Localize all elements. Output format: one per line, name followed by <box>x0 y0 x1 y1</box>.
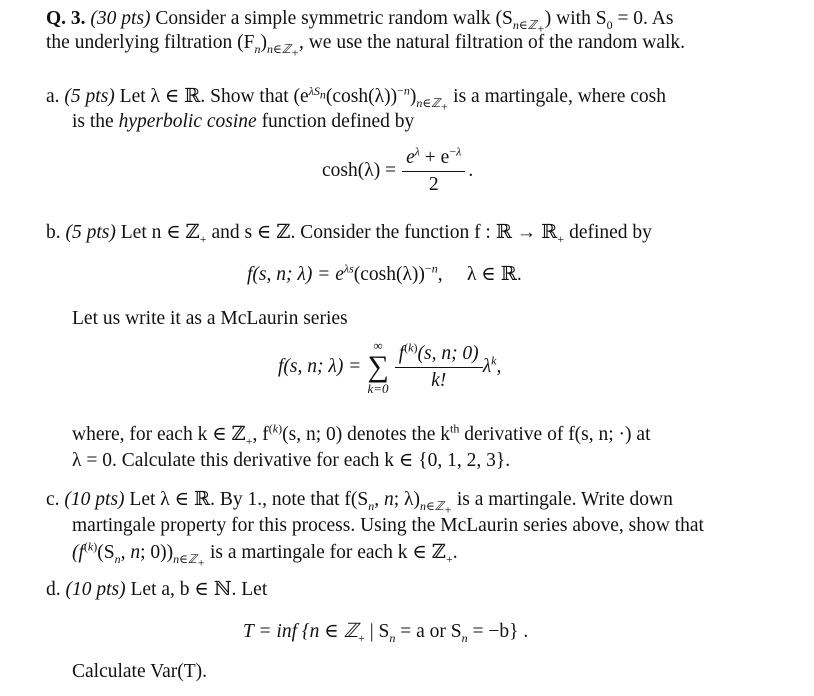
stopping-time-def-mid2: = a or S <box>395 621 462 642</box>
part-b-text3: where, for each k ∈ ℤ <box>72 424 246 445</box>
question-points: (30 pts) <box>90 8 151 29</box>
part-c-line1: c. (10 pts) Let λ ∈ ℝ. By 1., note that $f(S_n$, n; $\lambda)_{n\in ℤ_+}$ is a martingale. Write down <box>46 489 673 517</box>
cosh-fraction: $\frac{e^\lambda + e^{-\lambda}}{2}$ <box>402 148 465 194</box>
part-c-text3: (f <box>72 542 84 563</box>
part-d-text1: Let a, b ∈ ℕ. Let <box>130 579 268 600</box>
part-a-text2c: function defined by <box>256 111 415 132</box>
part-b-text1-mid: and s ∈ ℤ. Consider the function f : ℝ → ℝ <box>206 222 558 243</box>
cosh-denominator: 2 <box>402 171 465 195</box>
part-d-points: (10 pts) <box>65 579 126 600</box>
part-b-equation1: f(s, n; $\lambda) = e^{\lambda s}(\cosh(\lambda))^{-n}$, λ ∈ ℝ. <box>247 261 522 285</box>
part-a-text2a: is the <box>72 111 119 132</box>
part-a-label: a. <box>46 86 60 107</box>
part-d-line1 <box>46 580 267 600</box>
question-text-line1: Consider a simple symmetric random walk (S <box>155 8 513 29</box>
part-c-text3-end: is a martingale for each k ∈ ℤ <box>205 542 446 563</box>
series-numerator-f: f <box>398 343 405 364</box>
part-c-text3-mid: (S <box>97 542 115 563</box>
cosh-numerator-e: e <box>406 147 415 168</box>
part-c-line3: ($f^{(k)}(S_n$, n; $0))_{n\in ℤ_+}$ is a martingale for each k ∈ ℤ$_+$. <box>72 539 458 570</box>
question-header-line2: the underlying filtration $(F_n)_{n\in ℤ_+}$, we use the natural filtration of the random walk. <box>46 32 686 60</box>
part-b-text1-end: defined by <box>564 222 652 243</box>
part-c-text1: Let λ ∈ ℝ. By 1., note that f(S <box>129 489 369 510</box>
series-lhs: f(s, n; λ) = <box>278 356 362 378</box>
part-c-text3-tail: . <box>452 542 458 563</box>
part-d-text2: Calculate Var(T). <box>72 661 207 682</box>
part-b-text2: Let us write it as a McLaurin series <box>72 308 348 329</box>
part-b-text1: Let n ∈ ℤ <box>120 222 200 243</box>
part-b-label: b. <box>46 222 61 243</box>
part-d-line2 <box>72 662 207 682</box>
part-b-text3-mid: , f <box>252 424 269 445</box>
question-text-line2: the underlying filtration (F <box>46 32 255 53</box>
stopping-time-def-end: = −b} . <box>467 621 529 642</box>
f-definition-end: , λ ∈ ℝ. <box>437 264 522 285</box>
series-fraction: $\frac{f^{(k)}(s, n; 0)}{k!}$ <box>395 344 483 390</box>
part-d-label: d. <box>46 579 61 600</box>
part-c-points: (10 pts) <box>64 489 125 510</box>
question-text-line1-mid: ) with S <box>544 8 607 29</box>
part-a-text2b: hyperbolic cosine <box>118 111 257 132</box>
part-a-text1-end: is a martingale, where cosh <box>448 86 666 107</box>
sum-symbol <box>367 339 388 395</box>
part-d-equation: T = inf {n ∈ ℤ$_+$ | $S_n = a$ or $S_n = -b$} . <box>243 621 529 645</box>
part-a-text1: Let λ ∈ ℝ. Show that (e <box>119 86 309 107</box>
part-b-line1: b. (5 pts) Let n ∈ ℤ$_+$ and s ∈ ℤ. Consider the function f : ℝ → ℝ$_+$ defined by <box>46 222 652 246</box>
question-header-line1: Q. 3. (30 pts) Consider a simple symmetric random walk $(S_{n\in ℤ_+})$ with $S_0 = 0$. As <box>46 8 674 36</box>
part-c-label: c. <box>46 489 60 510</box>
part-c-line2 <box>72 516 704 536</box>
part-c-text1-end: is a martingale. Write down <box>451 489 673 510</box>
cosh-numerator-rest: + e <box>419 147 450 168</box>
cosh-lhs: cosh(λ) = <box>322 160 397 182</box>
part-a-text1-mid: (cosh(λ)) <box>325 86 398 107</box>
question-text-line1-end: = 0. As <box>612 8 674 29</box>
part-c-text2: martingale property for this process. Using the McLaurin series above, show that <box>72 515 704 536</box>
series-numerator-rest: (s, n; 0) <box>417 343 479 364</box>
sigma-icon: ∑ <box>367 350 389 383</box>
part-b-text3-mid2: (s, n; 0) denotes the k <box>282 424 451 445</box>
part-b-equation2: f(s, n; λ) = ∞ ∑ k=0 $\frac{f^{(k)}(s, n; 0)}{k!}$ $\lambda^k$ , <box>278 338 502 396</box>
part-b-text3-end: derivative of f(s, n; ·) at <box>459 424 651 445</box>
part-b-points: (5 pts) <box>65 222 116 243</box>
f-definition-mid: (cosh(λ)) <box>353 264 425 285</box>
part-b-text4: λ = 0. Calculate this derivative for each k ∈ {0, 1, 2, 3}. <box>72 450 511 471</box>
stopping-time-def: T = inf {n ∈ ℤ <box>243 621 359 642</box>
sum-upper-limit: ∞ <box>373 338 383 353</box>
part-a-points: (5 pts) <box>64 86 115 107</box>
stopping-time-def-mid: | S <box>364 621 390 642</box>
sum-lower-limit: k=0 <box>367 381 389 396</box>
part-b-line2 <box>72 309 348 329</box>
part-b-line4 <box>72 451 510 471</box>
question-text-line2-end: , we use the natural filtration of the random walk. <box>298 32 686 53</box>
series-denominator: k! <box>395 367 483 391</box>
part-a-equation: cosh(λ) = $\frac{e^\lambda + e^{-\lambda}}{2}$ . <box>322 144 474 195</box>
question-number: Q. 3. <box>46 8 86 29</box>
series-tail: , <box>496 356 502 378</box>
part-a-line2 <box>72 112 414 132</box>
f-definition: f(s, n; λ) = e <box>247 264 344 285</box>
part-a-line1: a. (5 pts) Let λ ∈ ℝ. Show that $(e^{\lambda S_n}(\cosh(\lambda))^{-n})_{n\in ℤ_+}$ is a martingale, where cosh <box>46 83 666 114</box>
part-b-line3: where, for each k ∈ ℤ$_+$, $f^{(k)}(s$, n; 0) denotes the $k^{th}$ derivative of f(s, n; ·) at <box>72 421 651 448</box>
